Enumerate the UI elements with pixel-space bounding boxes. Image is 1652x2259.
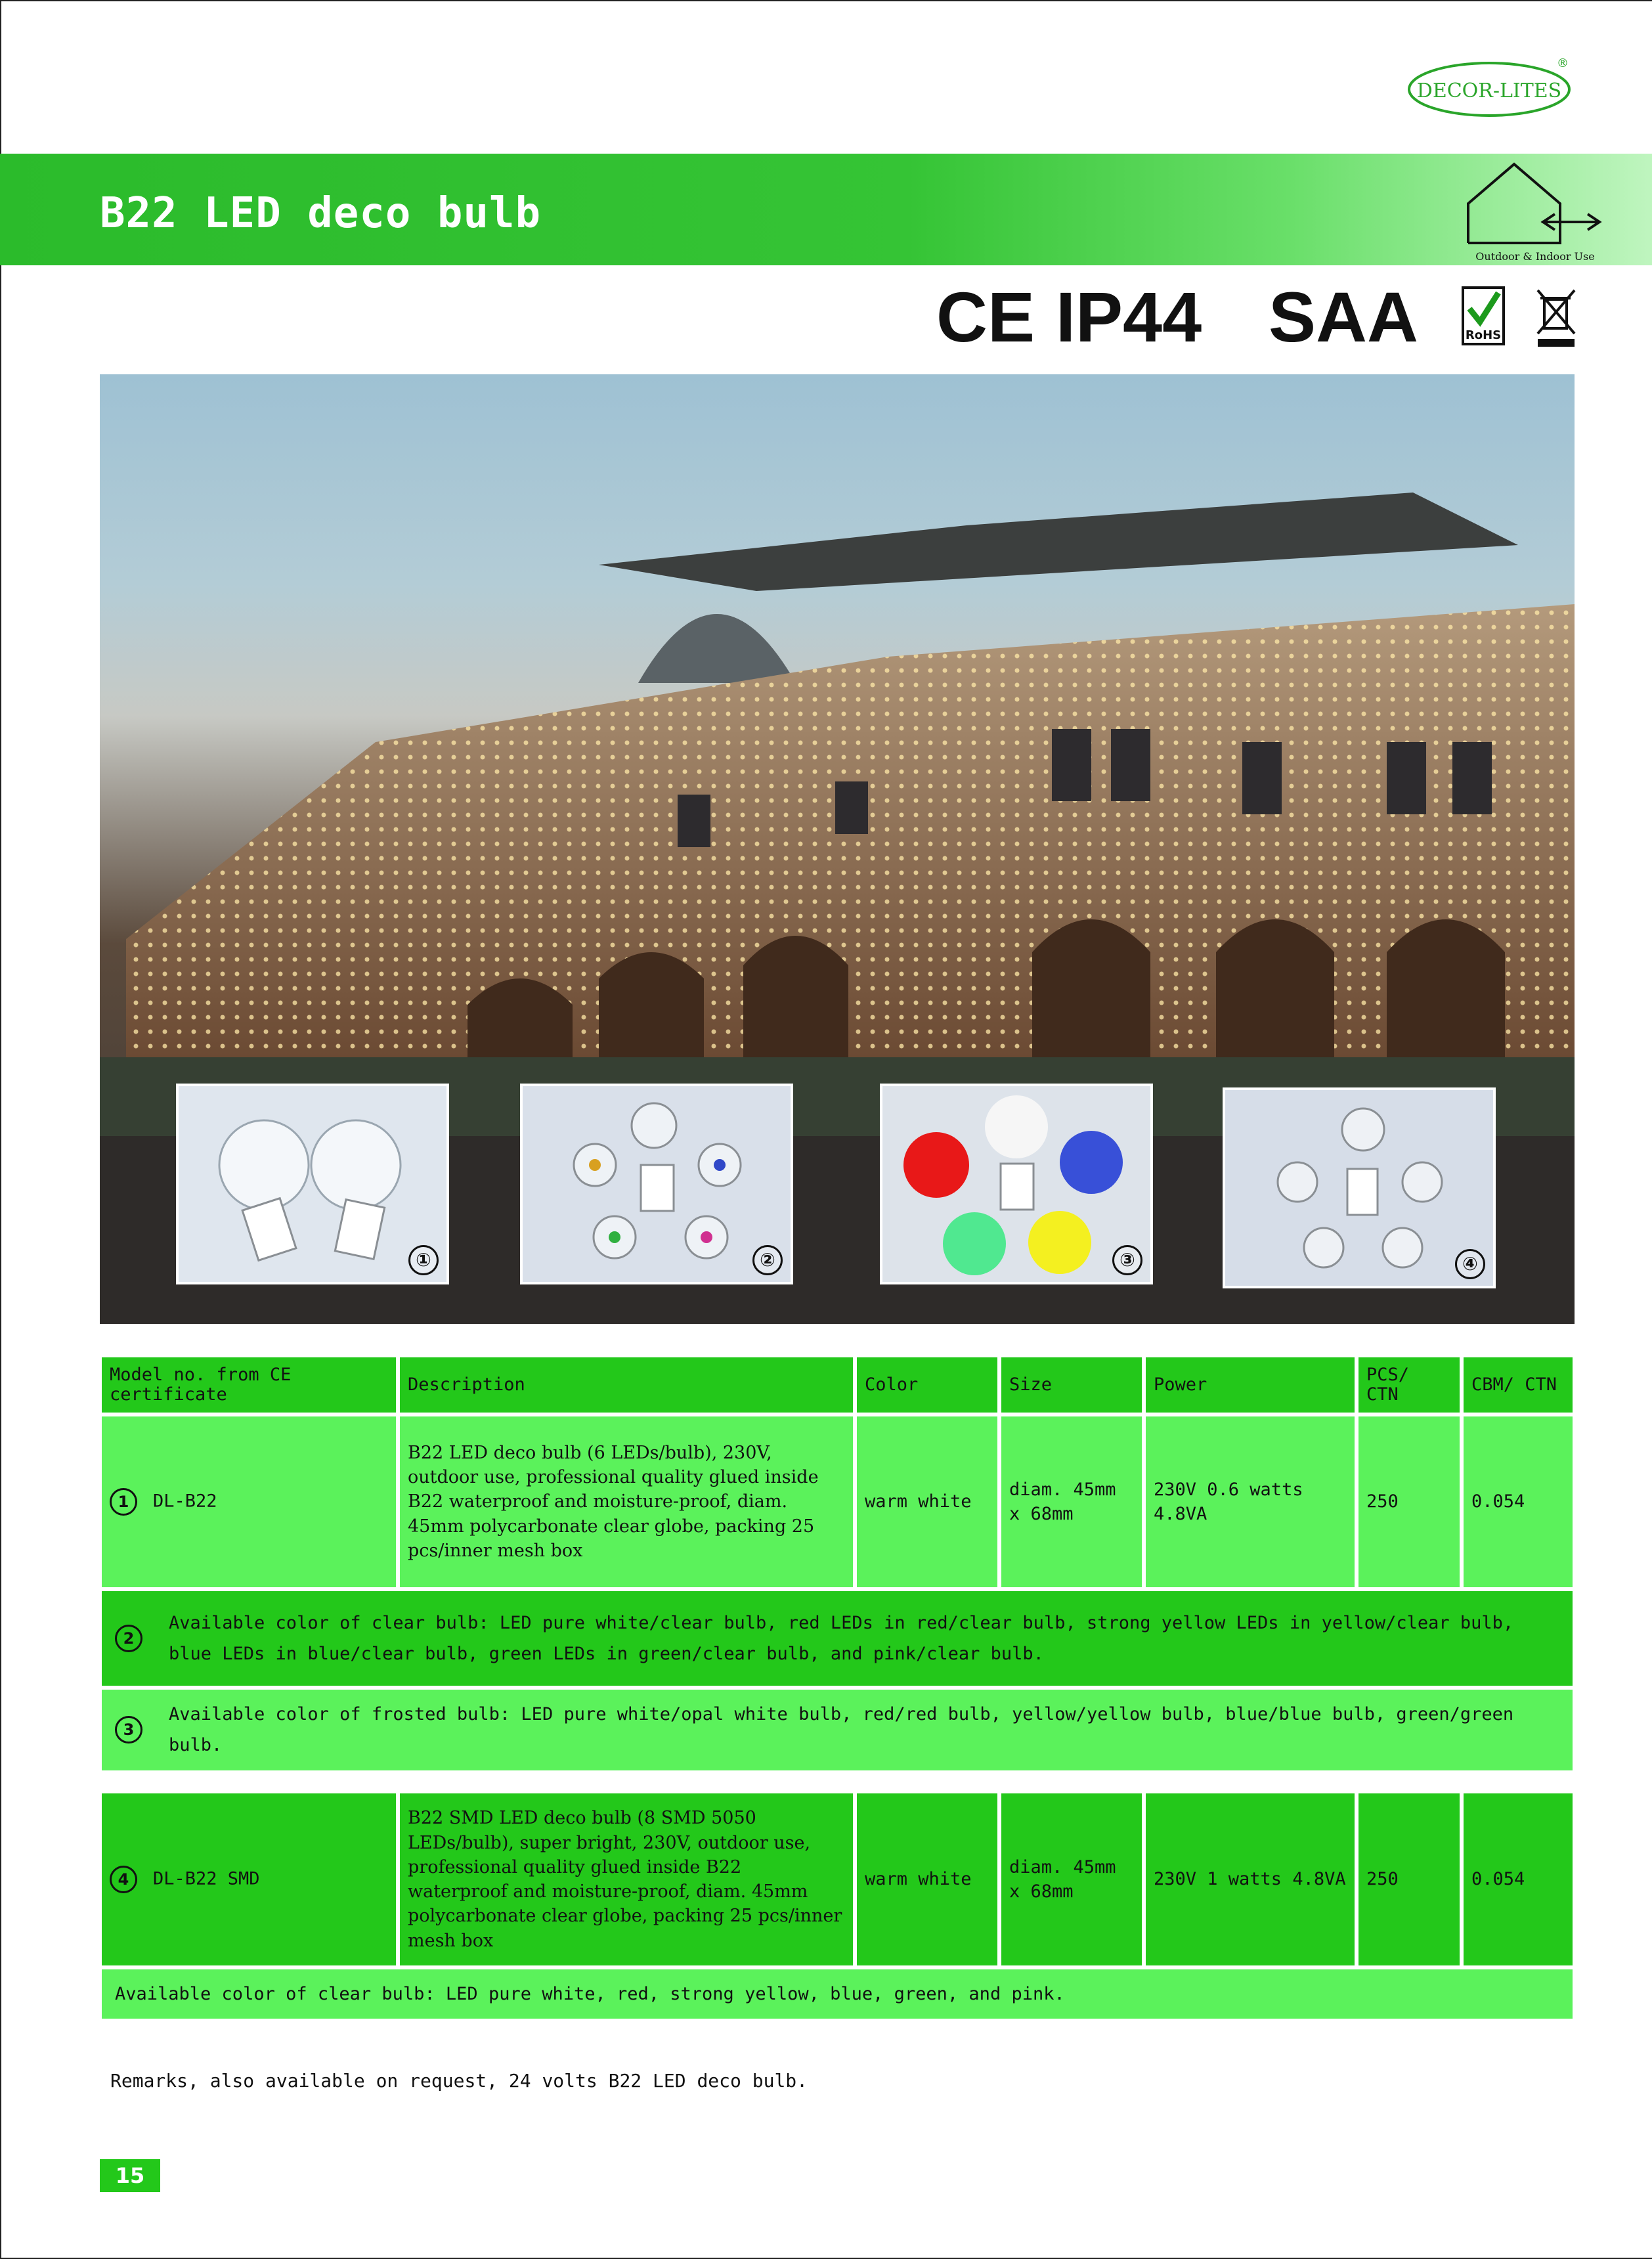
color-cell: warm white (855, 1415, 999, 1589)
model-cell (100, 1415, 398, 1589)
description-cell: B22 SMD LED deco bulb (8 SMD 5050 LEDs/bulb), super bright, 230V, outdoor use, professional quality glued inside B22 waterproof and moisture-proof, diam. 45mm polycarbonate clear globe, packing 25 pcs/inner mesh box (398, 1791, 855, 1967)
header-power: Power (1144, 1355, 1357, 1415)
ip44-mark: IP44 (1056, 281, 1202, 353)
thumbnail-clear-bulbs (176, 1084, 449, 1284)
rohs-label: RoHS (1465, 328, 1502, 342)
row-number-badge: 1 (110, 1488, 137, 1516)
remarks-text: Remarks, also available on request, 24 volts B22 LED deco bulb. (110, 2070, 808, 2092)
registered-mark: ® (1557, 56, 1569, 70)
description-cell: B22 LED deco bulb (6 LEDs/bulb), 230V, outdoor use, professional quality glued inside B22 waterproof and moisture-proof, diam. 45mm polycarbonate clear globe, packing 25 pcs/inner mesh box (398, 1415, 855, 1589)
outdoor-indoor-house-icon (1463, 158, 1607, 263)
thumbnail-number: ④ (1455, 1249, 1485, 1279)
color-cell: warm white (855, 1791, 999, 1967)
note-row-frosted-colors (100, 1688, 1575, 1772)
model-cell (100, 1791, 398, 1967)
rohs-icon (1463, 288, 1504, 344)
thumbnail-smd-bulbs (1223, 1087, 1496, 1288)
power-cell: 230V 1 watts 4.8VA (1144, 1791, 1357, 1967)
header-pcs-ctn: PCS/ CTN (1357, 1355, 1462, 1415)
logo-text: DECOR-LITES (1416, 79, 1562, 102)
note-number-badge: 2 (115, 1625, 142, 1652)
note-text: Available color of clear bulb: LED pure white, red, strong yellow, blue, green, and pink. (100, 1967, 1575, 2021)
table-row (100, 1415, 1575, 1589)
weee-bin-icon (1538, 290, 1575, 347)
decor-lites-logo (1405, 54, 1579, 120)
note-text: Available color of frosted bulb: LED pure white/opal white bulb, red/red bulb, yellow/yellow bulb, blue/blue bulb, green/green bulb. (169, 1704, 1514, 1756)
table-header-row (100, 1355, 1575, 1415)
header-model: Model no. from CE certificate (100, 1355, 398, 1415)
saa-mark: SAA (1269, 281, 1419, 353)
model-value: DL-B22 (153, 1491, 217, 1512)
thumbnail-number: ③ (1112, 1245, 1142, 1275)
size-cell: diam. 45mm x 68mm (999, 1791, 1144, 1967)
note-number-badge: 3 (115, 1716, 142, 1744)
page-title: B22 LED deco bulb (100, 189, 542, 238)
note-text: Available color of clear bulb: LED pure white/clear bulb, red LEDs in red/clear bulb, strong yellow LEDs in yellow/clear bulb, blue LEDs in blue/clear bulb, green LEDs in green/clear bulb, and pink/clear bulb. (169, 1612, 1514, 1664)
model-value: DL-B22 SMD (153, 1868, 260, 1889)
thumbnail-number: ① (408, 1245, 439, 1275)
usage-label: Outdoor & Indoor Use (1475, 250, 1595, 263)
note-row-smd-colors (100, 1967, 1575, 2021)
note-row-clear-colors (100, 1589, 1575, 1688)
cbm-cell: 0.054 (1462, 1415, 1575, 1589)
ce-mark: CE (936, 281, 1035, 353)
header-description: Description (398, 1355, 855, 1415)
header-size: Size (999, 1355, 1144, 1415)
page-number: 15 (100, 2159, 160, 2192)
thumbnail-frosted-bulbs (880, 1084, 1153, 1284)
table-row (100, 1791, 1575, 1967)
power-cell: 230V 0.6 watts 4.8VA (1144, 1415, 1357, 1589)
pcs-cell: 250 (1357, 1415, 1462, 1589)
size-cell: diam. 45mm x 68mm (999, 1415, 1144, 1589)
certification-marks (932, 281, 1589, 353)
thumbnail-colored-leds (520, 1084, 793, 1284)
row-number-badge: 4 (110, 1866, 137, 1893)
spec-table-dl-b22-smd (100, 1791, 1575, 2021)
pcs-cell: 250 (1357, 1791, 1462, 1967)
building-illumination-photo (100, 374, 1575, 1324)
thumbnail-number: ② (752, 1245, 783, 1275)
header-cbm-ctn: CBM/ CTN (1462, 1355, 1575, 1415)
spec-table-dl-b22 (100, 1355, 1575, 1772)
title-banner (0, 154, 1652, 265)
cbm-cell: 0.054 (1462, 1791, 1575, 1967)
header-color: Color (855, 1355, 999, 1415)
